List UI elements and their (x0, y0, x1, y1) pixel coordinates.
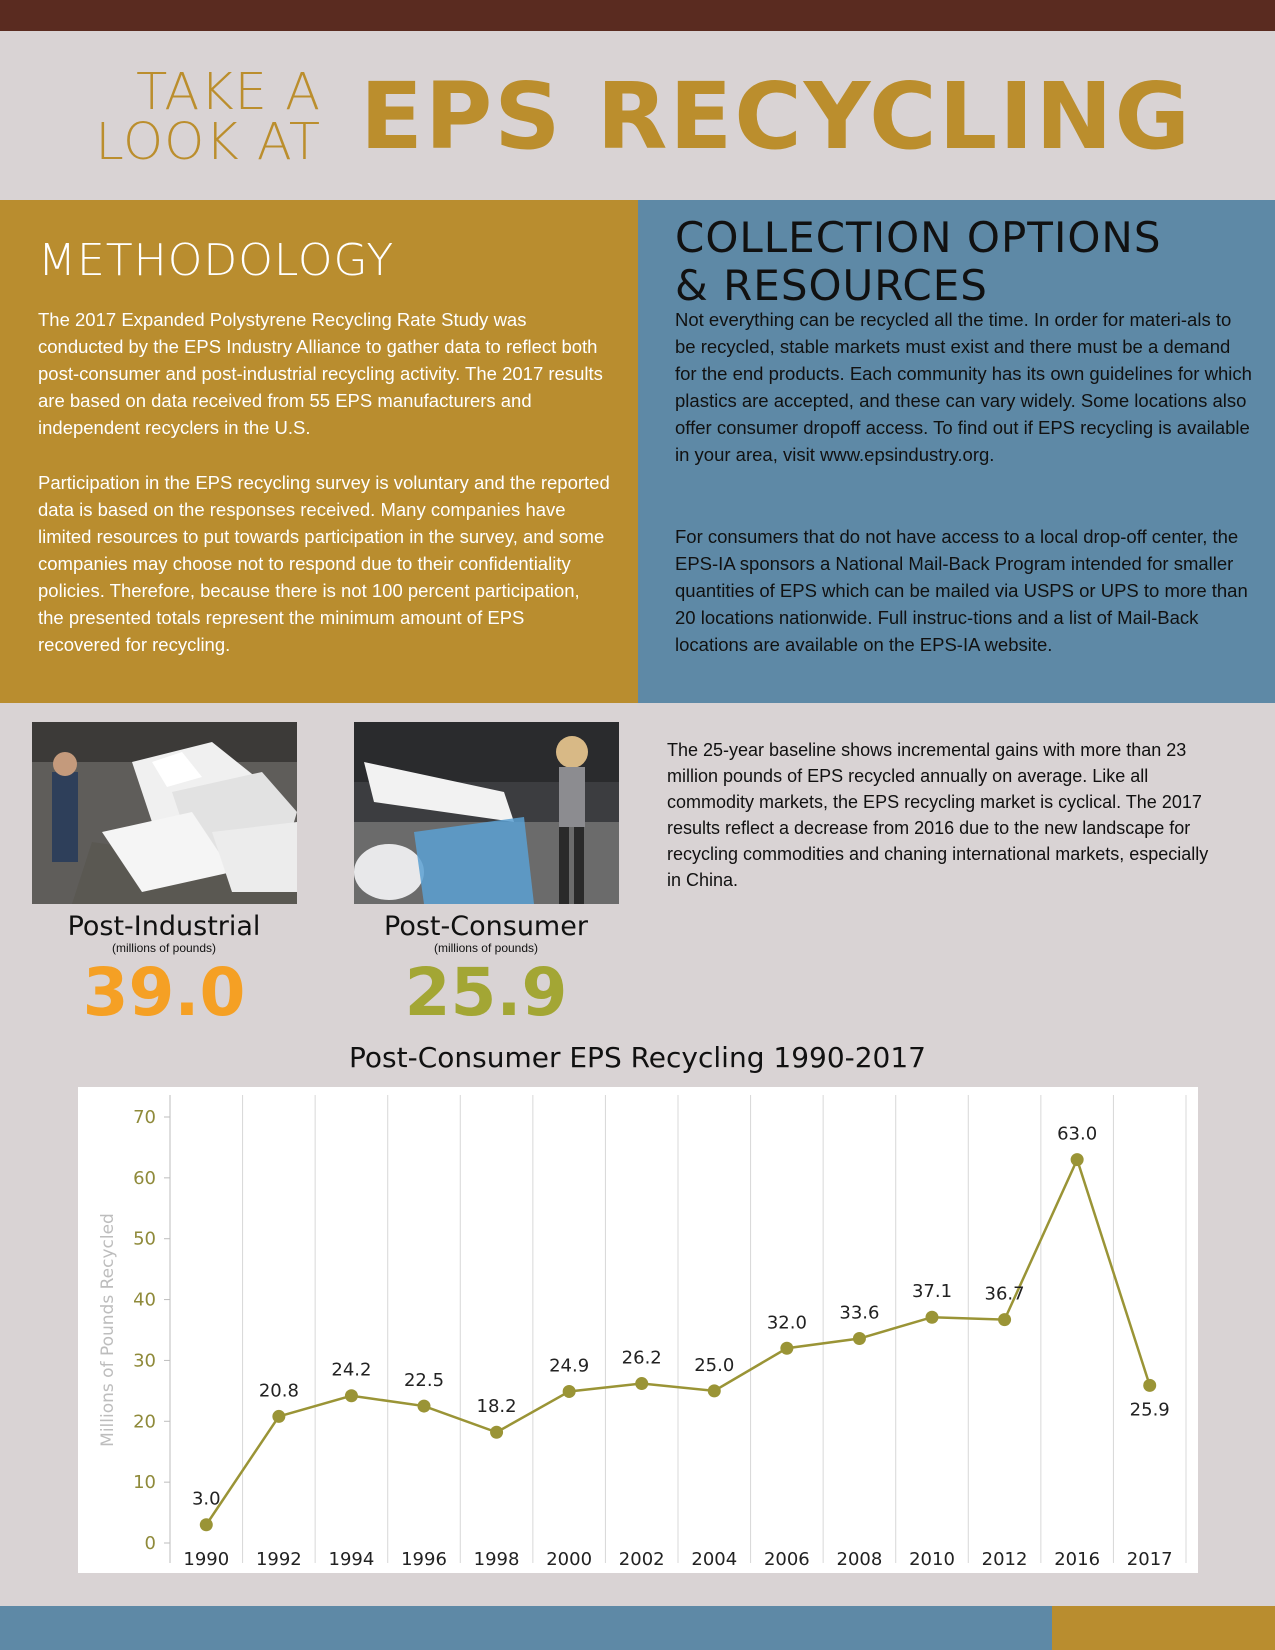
data-point (563, 1385, 576, 1398)
y-tick-label: 20 (133, 1411, 156, 1433)
post-industrial-unit: (millions of pounds) (111, 941, 217, 955)
y-axis-label: Millions of Pounds Recycled (98, 1213, 118, 1447)
x-tick-label: 1992 (255, 1549, 302, 1570)
x-tick-label: 2000 (546, 1549, 593, 1570)
hero-subtitle (46, 63, 321, 172)
y-tick-label: 60 (133, 1167, 156, 1189)
data-point (418, 1400, 431, 1413)
data-point (853, 1332, 866, 1345)
y-tick-label: 70 (133, 1107, 156, 1128)
x-tick-label: 2010 (909, 1549, 955, 1570)
x-tick-label: 2006 (763, 1549, 810, 1570)
x-tick-label: 1990 (183, 1549, 230, 1570)
data-label: 37.1 (911, 1281, 953, 1303)
x-tick-label: 2004 (691, 1549, 738, 1570)
methodology-paragraph-1: The 2017 Expanded Polystyrene Recycling Rate Study was conducted by the EPS Industry Alliance to gather data to reflect both post-consumer and post-industrial recycling activity. The 2017 results are based on data received from 55 EPS manufacturers and independent recyclers in the U.S. (38, 309, 603, 438)
baseline-summary: The 25-year baseline shows incremental gains with more than 23 million pounds of EPS recycled annually on average. Like all commodity markets, the EPS recycling market is cyclical. The 2017 results reflect a decrease from 2016 due to the new landscape for recycling commodities and chaning international markets, especially in China. (667, 740, 1209, 890)
data-point (926, 1311, 939, 1324)
methodology-paragraph-2: Participation in the EPS recycling survey is voluntary and the reported data is based on the responses received. Many companies have limited resources to put towards participation in the survey, and some companies may choose not to respond due to their confidentiality policies. Therefore, because there is not 100 percent participation, the presented totals represent the minimum amount of EPS recovered for recycling. (38, 472, 610, 655)
post-consumer-value: 25.9 (404, 954, 568, 1031)
post-industrial-value: 39.0 (82, 954, 246, 1031)
y-tick-label: 40 (133, 1289, 156, 1311)
bottom-bar-gold (1052, 1606, 1275, 1650)
data-label: 3.0 (191, 1488, 221, 1510)
x-tick-label: 2012 (981, 1549, 1028, 1570)
x-tick-label: 1998 (473, 1549, 520, 1570)
data-label: 36.7 (984, 1283, 1025, 1305)
chart-canvas (78, 1087, 1198, 1573)
data-label: 24.2 (331, 1359, 372, 1381)
data-point (490, 1426, 503, 1439)
data-point (780, 1342, 793, 1355)
post-consumer-unit: (millions of pounds) (433, 941, 539, 955)
x-tick-label: 2002 (618, 1549, 665, 1570)
data-point (200, 1518, 213, 1531)
hero-title: EPS RECYCLING (360, 63, 1192, 170)
methodology-heading: METHODOLOGY (38, 235, 395, 286)
data-label: 18.2 (476, 1396, 517, 1418)
post-industrial-photo (32, 722, 297, 904)
data-label: 26.2 (621, 1347, 662, 1369)
hero-subtitle-line2: LOOK AT (95, 113, 321, 172)
y-tick-label: 30 (133, 1350, 156, 1372)
data-label: 63.0 (1057, 1123, 1098, 1145)
chart-title: Post-Consumer EPS Recycling 1990-2017 (349, 1041, 926, 1074)
x-tick-label: 1996 (401, 1549, 447, 1570)
data-point (272, 1410, 285, 1423)
hero-subtitle-line1: TAKE A (136, 63, 321, 122)
x-tick-label: 2008 (836, 1549, 883, 1570)
collection-heading-line2: & RESOURCES (675, 261, 988, 310)
collection-paragraph-2: For consumers that do not have access to a local drop-off center, the EPS-IA sponsors a National Mail-Back Program intended for smaller quantities of EPS which can be mailed via USPS or UPS to more than 20 locations nationwide. Full instruc-tions and a list of Mail-Back locations are available on the EPS-IA website. (675, 526, 1248, 655)
collection-paragraph-1: Not everything can be recycled all the time. In order for materi-als to be recycled, stable markets must exist and there must be a demand for the end products. Each community has its own guidelines for which plastics are accepted, and these can vary widely. Some locations also offer consumer dropoff access. To find out if EPS recycling is available in your area, visit www.epsindustry.org. (675, 309, 1252, 465)
top-color-bar (0, 0, 1275, 31)
data-label: 33.6 (839, 1302, 880, 1324)
data-point (998, 1313, 1011, 1326)
data-label: 24.9 (549, 1355, 590, 1377)
y-tick-label: 50 (133, 1228, 156, 1250)
data-label: 32.0 (766, 1312, 807, 1334)
data-point (1071, 1153, 1084, 1166)
y-tick-label: 10 (133, 1472, 156, 1494)
data-label: 20.8 (258, 1380, 299, 1402)
collection-heading-line1: COLLECTION OPTIONS (675, 213, 1162, 262)
bottom-bar-blue (0, 1606, 1052, 1650)
data-label: 25.0 (694, 1354, 735, 1376)
data-point (345, 1389, 358, 1402)
collection-heading (675, 214, 1161, 310)
y-tick-label: 0 (144, 1533, 156, 1554)
post-consumer-photo (354, 722, 619, 904)
data-point (635, 1377, 648, 1390)
x-tick-label: 2017 (1126, 1549, 1173, 1570)
recycling-line-chart (78, 1087, 1198, 1573)
data-point (708, 1384, 721, 1397)
x-tick-label: 1994 (328, 1549, 375, 1570)
post-industrial-label: Post-Industrial (67, 911, 261, 942)
x-tick-label: 2016 (1054, 1549, 1101, 1570)
data-label: 22.5 (403, 1370, 445, 1392)
data-label: 25.9 (1129, 1399, 1170, 1421)
data-point (1143, 1379, 1156, 1392)
post-consumer-label: Post-Consumer (384, 911, 588, 942)
